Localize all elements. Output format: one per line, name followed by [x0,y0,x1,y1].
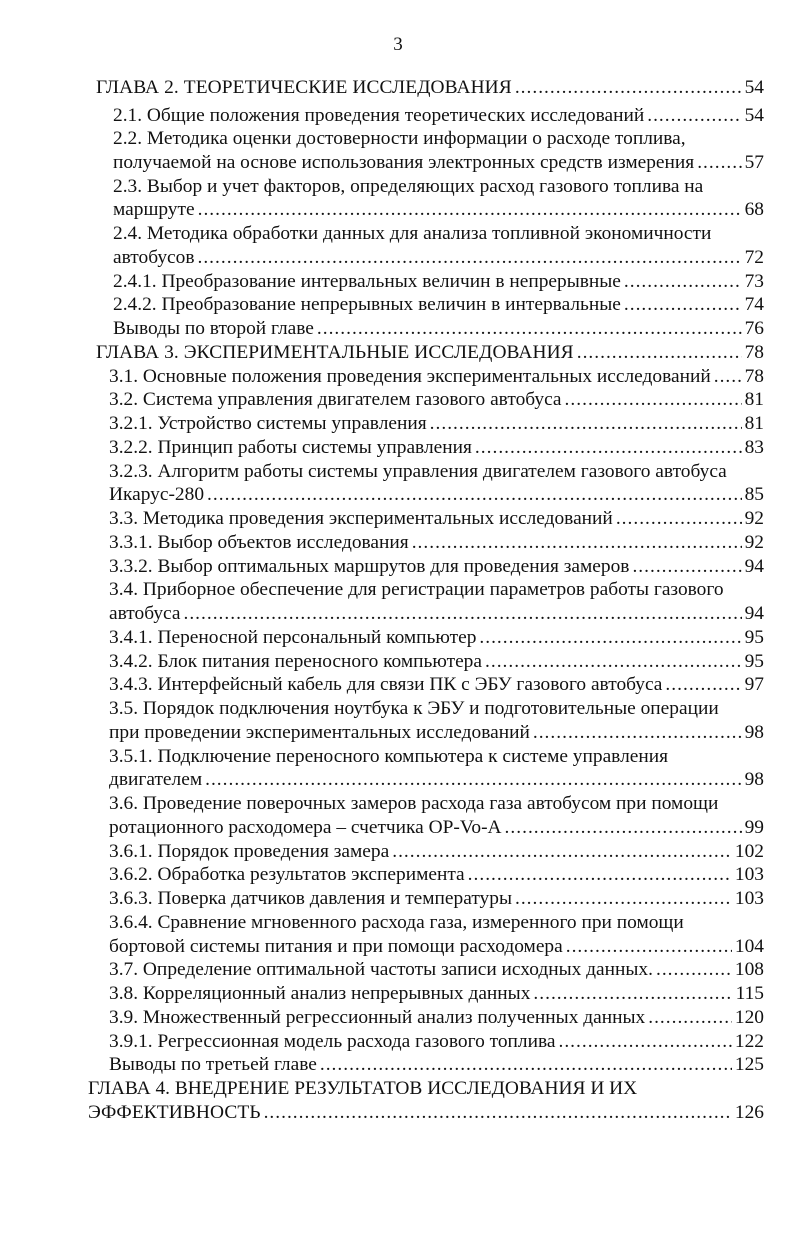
toc-entry [109,982,764,1006]
toc-entry-title: 3.9.1. Регрессионная модель расхода газового топлива [109,1031,556,1052]
toc-leader-dots [624,293,742,317]
toc-entry-page: 108 [734,959,764,980]
toc-entry-title: 3.3.2. Выбор оптимальных маршрутов для проведения замеров [109,556,630,577]
toc-entry [109,1030,764,1054]
toc-entry-title: 3.2.1. Устройство системы управления [109,413,427,434]
toc-leader-dots [656,958,732,982]
toc-entry-title: 3.3. Методика проведения экспериментальных исследований [109,508,613,529]
toc-entry-title: 3.6.2. Обработка результатов эксперимента [109,864,465,885]
toc-entry-page: 81 [744,389,764,410]
toc-leader-dots [430,412,742,436]
toc-entry-title: 2.4.1. Преобразование интервальных величин в непрерывные [113,271,621,292]
toc-leader-dots [320,1053,732,1077]
toc-entry-title: при проведении экспериментальных исследований [109,722,530,743]
toc-entry [109,887,764,911]
toc-entry-title: маршруте [113,199,195,220]
toc-entry-page: 78 [744,342,764,363]
toc-leader-dots [198,198,742,222]
toc-entry-title: бортовой системы питания и при помощи расходомера [109,936,563,957]
toc-entry-title: ротационного расходомера – счетчика OP-Vo-A [109,817,502,838]
toc-entry-title: 3.6.1. Порядок проведения замера [109,841,390,862]
toc-leader-dots [665,673,741,697]
toc-entry-title: 2.1. Общие положения проведения теоретических исследований [113,105,645,126]
toc-entry-page: 120 [734,1007,764,1028]
toc-entry [109,602,764,626]
toc-entry-title: Икарус-280 [109,484,205,505]
toc-entry-title: ЭФФЕКТИВНОСТЬ [88,1102,261,1123]
toc-entry-page: 74 [744,294,764,315]
toc-entry [109,935,764,959]
toc-entry-title: 3.2.2. Принцип работы системы управления [109,437,472,458]
toc-entry-page: 115 [735,983,764,1004]
toc-entry-page: 92 [744,532,764,553]
toc-leader-dots [207,483,742,507]
toc-entry [109,412,764,436]
toc-entry-page: 76 [744,318,764,339]
toc-entry [113,151,764,175]
toc-leader-dots [515,76,742,100]
toc-entry-title: 3.9. Множественный регрессионный анализ полученных данных [109,1007,646,1028]
table-of-contents [0,76,796,1176]
toc-entry-page: 98 [744,769,764,790]
toc-entry [113,104,764,128]
toc-leader-dots [475,436,742,460]
toc-entry-page: 83 [744,437,764,458]
toc-entry [113,270,764,294]
toc-entry [109,863,764,887]
toc-entry-page: 54 [744,105,764,126]
toc-entry [109,673,764,697]
toc-leader-dots [505,816,742,840]
toc-entry [113,198,764,222]
toc-entry-page: 104 [734,936,764,957]
toc-entry [109,840,764,864]
toc-leader-dots [533,721,742,745]
toc-leader-dots [317,317,742,341]
toc-entry [109,483,764,507]
toc-entry [109,365,764,389]
toc-entry-title: Выводы по третьей главе [109,1054,317,1075]
toc-entry-page: 92 [744,508,764,529]
toc-entry [109,958,764,982]
toc-entry [109,555,764,579]
toc-entry [109,768,764,792]
toc-entry-title: 3.7. Определение оптимальной частоты записи исходных данных. [109,959,653,980]
toc-leader-dots [624,270,742,294]
toc-entry-page: 54 [744,77,764,98]
toc-entry-title: двигателем [109,769,203,790]
toc-entry-title: ГЛАВА 3. ЭКСПЕРИМЕНТАЛЬНЫЕ ИССЛЕДОВАНИЯ [96,342,574,363]
toc-entry-line1: 3.6. Проведение поверочных замеров расхода газа автобусом при помощи [109,793,719,814]
toc-entry-title: 3.8. Корреляционный анализ непрерывных данных [109,983,531,1004]
toc-entry [109,721,764,745]
toc-entry-title: автобусов [113,247,195,268]
toc-entry [109,816,764,840]
toc-entry-page: 81 [744,413,764,434]
toc-leader-dots [412,531,742,555]
toc-entry-page: 97 [744,674,764,695]
toc-entry-title: 3.2. Система управления двигателем газового автобуса [109,389,562,410]
toc-entry-page: 57 [744,152,764,173]
toc-entry-title: 3.6.3. Поверка датчиков давления и температуры [109,888,512,909]
page-number: 3 [393,34,403,55]
toc-entry [109,1053,764,1077]
toc-entry-title: 3.4.2. Блок питания переносного компьютера [109,651,482,672]
toc-entry-line1: 3.2.3. Алгоритм работы системы управления двигателем газового автобуса [109,461,727,482]
toc-entry-page: 125 [734,1054,764,1075]
toc-entry-title: 3.3.1. Выбор объектов исследования [109,532,409,553]
toc-entry-title: Выводы по второй главе [113,318,314,339]
toc-entry-line1: 3.6.4. Сравнение мгновенного расхода газа, измеренного при помощи [109,912,684,933]
toc-entry [109,436,764,460]
toc-leader-dots [392,840,732,864]
toc-leader-dots [533,982,732,1006]
toc-entry [109,626,764,650]
toc-entry-page: 103 [734,888,764,909]
toc-entry-line1: ГЛАВА 4. ВНЕДРЕНИЕ РЕЗУЛЬТАТОВ ИССЛЕДОВАНИЯ И ИХ [88,1078,638,1099]
toc-entry [96,76,764,100]
toc-entry-page: 103 [734,864,764,885]
toc-entry-line1: 2.2. Методика оценки достоверности информации о расходе топлива, [113,128,686,149]
toc-entry-line1: 2.4. Методика обработки данных для анализа топливной экономичности [113,223,712,244]
toc-entry-page: 94 [744,556,764,577]
toc-entry-line1: 3.4. Приборное обеспечение для регистрации параметров работы газового [109,579,724,600]
toc-entry-title: автобуса [109,603,181,624]
toc-entry [109,650,764,674]
toc-entry [109,388,764,412]
toc-leader-dots [577,341,742,365]
toc-leader-dots [468,863,732,887]
toc-entry [109,507,764,531]
toc-entry-line1: 2.3. Выбор и учет факторов, определяющих расход газового топлива на [113,176,704,197]
toc-entry-page: 73 [744,271,764,292]
toc-entry-page: 72 [744,247,764,268]
toc-entry-title: 3.4.1. Переносной персональный компьютер [109,627,477,648]
toc-entry-page: 122 [734,1031,764,1052]
toc-entry-title: ГЛАВА 2. ТЕОРЕТИЧЕСКИЕ ИССЛЕДОВАНИЯ [96,77,512,98]
toc-leader-dots [183,602,741,626]
toc-entry-page: 102 [734,841,764,862]
toc-entry [109,1006,764,1030]
toc-leader-dots [714,365,742,389]
toc-entry [113,317,764,341]
toc-entry-page: 95 [744,651,764,672]
toc-leader-dots [647,104,741,128]
toc-entry [113,293,764,317]
toc-entry-page: 68 [744,199,764,220]
toc-entry [96,341,764,365]
toc-entry-title: 3.4.3. Интерфейсный кабель для связи ПК с ЭБУ газового автобуса [109,674,663,695]
toc-leader-dots [205,768,742,792]
toc-entry [88,1101,764,1125]
toc-entry [113,246,764,270]
toc-leader-dots [566,935,732,959]
toc-entry-page: 95 [744,627,764,648]
toc-leader-dots [616,507,742,531]
toc-entry-line1: 3.5.1. Подключение переносного компьютера к системе управления [109,746,669,767]
toc-entry-page: 94 [744,603,764,624]
toc-leader-dots [515,887,732,911]
toc-leader-dots [565,388,742,412]
toc-entry-page: 98 [744,722,764,743]
toc-entry-title: 3.1. Основные положения проведения экспериментальных исследований [109,366,711,387]
toc-entry [109,531,764,555]
toc-entry-line1: 3.5. Порядок подключения ноутбука к ЭБУ и подготовительные операции [109,698,719,719]
toc-entry-page: 99 [744,817,764,838]
toc-leader-dots [264,1101,732,1125]
toc-leader-dots [197,246,741,270]
toc-leader-dots [648,1006,732,1030]
toc-leader-dots [558,1030,731,1054]
toc-leader-dots [485,650,742,674]
toc-leader-dots [479,626,741,650]
toc-entry-title: 2.4.2. Преобразование непрерывных величин в интервальные [113,294,621,315]
toc-entry-title: получаемой на основе использования электронных средств измерения [113,152,695,173]
toc-leader-dots [632,555,741,579]
toc-entry-page: 126 [734,1102,764,1123]
toc-entry-page: 85 [744,484,764,505]
toc-leader-dots [697,151,741,175]
toc-entry-page: 78 [744,366,764,387]
